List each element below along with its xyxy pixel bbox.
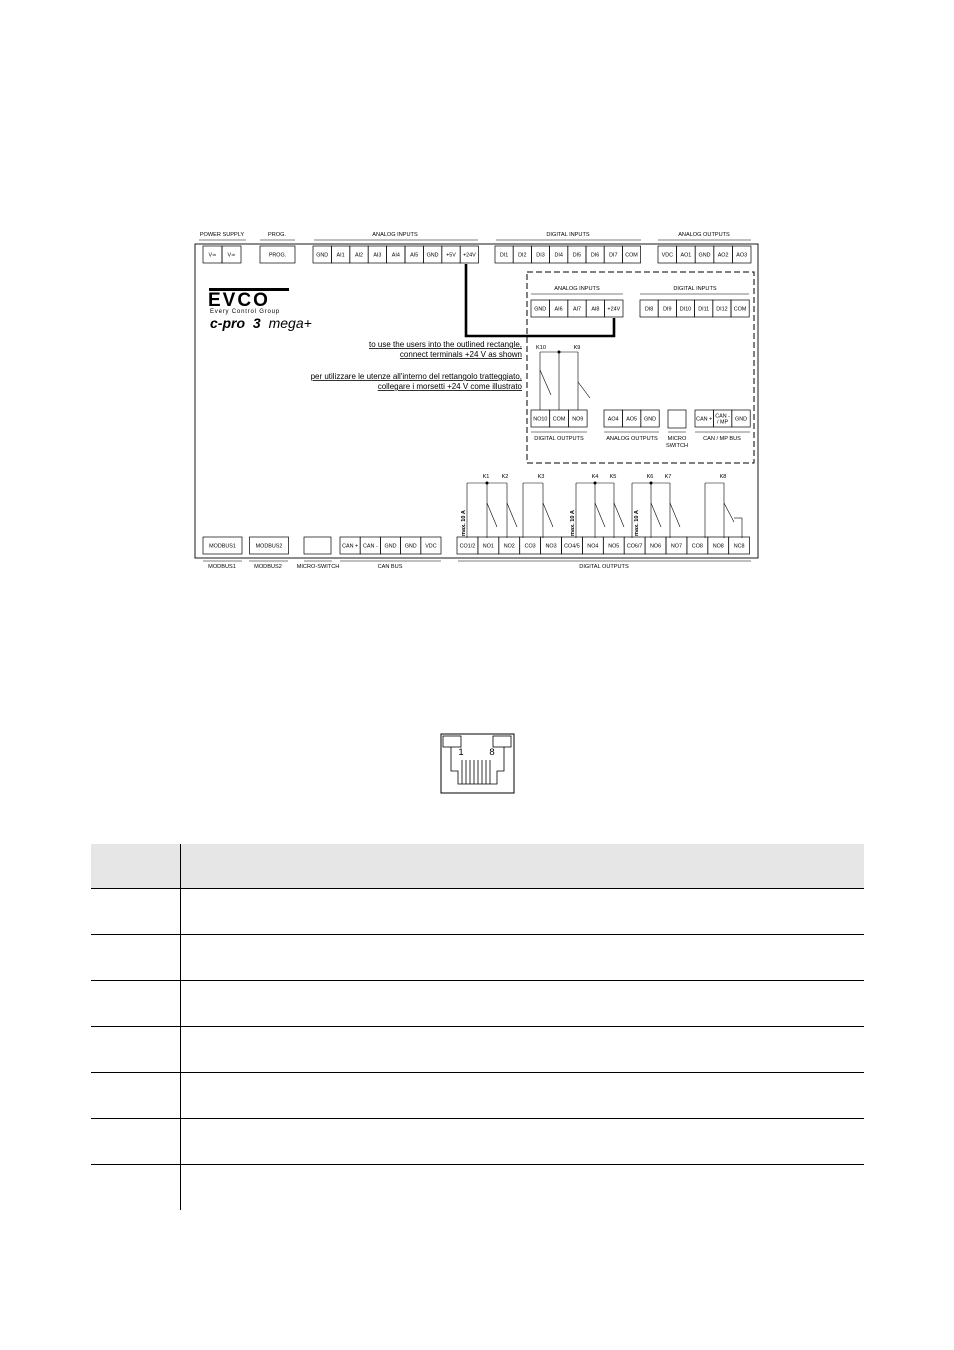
ext-can-bus-terminal-label: GND: [735, 416, 747, 423]
analog-input-terminal-label: +5V: [446, 252, 456, 259]
can-bus-terminal-label: GND: [404, 543, 417, 550]
digital-input-terminal-label: DI5: [572, 252, 582, 259]
relay-k6: K6: [646, 474, 654, 480]
group-labels-top: [199, 232, 751, 240]
can-bus-terminal-label: CAN +: [342, 543, 359, 550]
ext-analog-input-terminal-label: AI6: [554, 306, 563, 313]
expansion-terminals: [531, 300, 750, 427]
analog-output-terminal-label: VDC: [661, 252, 673, 259]
max-current-3: max. 10 A: [634, 510, 640, 536]
ext-micro-switch[interactable]: [668, 410, 686, 428]
relay-k9: K9: [573, 345, 581, 351]
analog-input-terminal-label: AI5: [410, 252, 419, 259]
label-ext-digital-outputs: DIGITAL OUTPUTS: [534, 436, 584, 442]
bottom-terminals: [203, 537, 750, 554]
note-en-1: to use the users into the outlined rectangle,: [369, 340, 522, 349]
label-micro-switch: MICRO-SWITCH: [296, 564, 340, 570]
can-bus-terminal-label: CAN -: [362, 543, 378, 550]
ext-analog-output-terminal-label: AO4: [607, 416, 619, 423]
relay-k3: K3: [537, 474, 545, 480]
table-row: [91, 935, 864, 981]
ext-digital-output-terminal-label: NO9: [572, 416, 584, 423]
max-current-2: max. 10 A: [570, 510, 576, 536]
digital-input-terminal-label: DI4: [554, 252, 563, 259]
ext-digital-input-terminal-label: DI12: [716, 306, 728, 313]
logo-tagline: Every Control Group: [210, 309, 280, 315]
ext-digital-input-terminal-label: DI9: [663, 306, 672, 313]
label-prog: PROG.: [267, 232, 287, 238]
prog-terminal-label: PROG.: [268, 252, 287, 259]
digital-input-terminal-label: DI7: [609, 252, 618, 259]
ext-digital-input-terminal-label: COM: [733, 306, 747, 313]
logo-product-a: c-pro: [210, 315, 245, 331]
digital-input-terminal-label: COM: [625, 252, 638, 259]
analog-output-terminal-label: AO2: [717, 252, 729, 259]
digital-output-terminal-label: NO7: [670, 543, 682, 550]
logo-product-c: mega+: [268, 315, 312, 331]
relay-k4: K4: [591, 474, 599, 480]
analog-input-terminal-label: AI4: [391, 252, 400, 259]
relay-k5: K5: [609, 474, 617, 480]
ext-analog-input-terminal-label: AI7: [572, 306, 582, 313]
digital-output-terminal-label: CO6/7: [626, 543, 643, 550]
instruction-notes: [311, 340, 523, 391]
table-row: [91, 1027, 864, 1073]
digital-output-terminal-label: NO2: [503, 543, 515, 550]
ext-digital-output-terminal-label: NO10: [533, 416, 548, 423]
label-power-supply: POWER SUPPLY: [199, 232, 245, 238]
digital-output-terminal-label: NO8: [712, 543, 724, 550]
relays-k10-k9: [540, 351, 590, 410]
relays-k1-k8: [467, 482, 742, 538]
digital-output-terminal-label: CO8: [691, 543, 703, 550]
logo-product-b: 3: [252, 315, 261, 331]
relay-k2: K2: [501, 474, 509, 480]
ext-can-bus-terminal-label: CAN -/ MP: [715, 413, 730, 426]
relay-k1: K1: [482, 474, 490, 480]
relay-k10: K10: [536, 345, 546, 351]
analog-output-terminal-label: AO3: [736, 252, 748, 259]
digital-input-terminal-label: DI1: [499, 252, 509, 259]
label-ext-analog-inputs: ANALOG INPUTS: [554, 286, 600, 292]
table-row: [91, 1073, 864, 1119]
ext-digital-input-terminal-label: DI11: [698, 306, 710, 313]
analog-output-terminal-label: AO1: [680, 252, 692, 259]
label-modbus1: MODBUS1: [208, 564, 236, 570]
modbus-terminal-label: MODBUS2: [255, 543, 283, 550]
analog-output-terminal-label: GND: [698, 252, 711, 259]
label-ext-micro-1: MICRO: [667, 436, 687, 442]
label-analog-outputs: ANALOG OUTPUTS: [678, 232, 730, 238]
top-terminals: [203, 246, 751, 263]
label-modbus2: MODBUS2: [254, 564, 282, 570]
digital-output-terminal-label: NO5: [608, 543, 620, 550]
digital-output-terminal-label: CO1/2: [459, 543, 476, 550]
relay-k7: K7: [664, 474, 672, 480]
digital-input-terminal-label: DI2: [518, 252, 527, 259]
rj45-connector: [441, 734, 514, 793]
ext-analog-output-terminal-label: GND: [644, 416, 656, 423]
analog-input-terminal-label: AI2: [354, 252, 364, 259]
pin-first: 1: [458, 747, 464, 758]
analog-input-terminal-label: AI1: [336, 252, 345, 259]
ext-analog-input-terminal-label: AI8: [591, 306, 600, 313]
ext-analog-input-terminal-label: GND: [534, 306, 547, 313]
digital-input-terminal-label: DI3: [536, 252, 545, 259]
power-terminal-label: V≃: [227, 252, 236, 259]
can-bus-terminal-label: VDC: [425, 543, 437, 550]
expansion-area: [527, 272, 754, 463]
ext-analog-output-terminal-label: AO5: [626, 416, 637, 423]
digital-output-terminal-label: NO1: [482, 543, 494, 550]
pin-last: 8: [489, 747, 495, 758]
micro-switch[interactable]: [304, 537, 331, 554]
label-digital-outputs: DIGITAL OUTPUTS: [579, 564, 629, 570]
analog-input-terminal-label: +24V: [463, 252, 476, 259]
digital-output-terminal-label: NO3: [545, 543, 557, 550]
label-can-bus: CAN BUS: [377, 564, 403, 570]
ext-digital-input-terminal-label: DI10: [679, 306, 692, 313]
evco-logo: [208, 288, 312, 331]
analog-input-terminal-label: GND: [316, 252, 329, 259]
ext-digital-output-terminal-label: COM: [552, 416, 566, 423]
note-it-1: per utilizzare le utenze all'interno del rettangolo tratteggiato,: [310, 372, 522, 381]
digital-output-terminal-label: CO4/5: [564, 543, 580, 550]
table-row: [91, 981, 864, 1027]
max-current-1: max. 10 A: [461, 510, 467, 536]
logo-brand: EVCO: [208, 290, 270, 311]
pin-table: [91, 844, 864, 1210]
label-ext-can-bus: CAN / MP BUS: [703, 436, 741, 442]
label-ext-digital-inputs: DIGITAL INPUTS: [673, 286, 717, 292]
digital-output-terminal-label: NC8: [733, 543, 745, 550]
digital-output-terminal-label: CO3: [524, 543, 536, 550]
table-row: [91, 1165, 864, 1210]
note-it-2: collegare i morsetti +24 V come illustrato: [377, 382, 522, 391]
note-en-2: connect terminals +24 V as shown: [399, 350, 522, 359]
ext-digital-input-terminal-label: DI8: [644, 306, 654, 313]
ext-can-bus-terminal-label: CAN +: [696, 416, 713, 423]
digital-input-terminal-label: DI6: [590, 252, 600, 259]
table-row: [91, 1119, 864, 1165]
ext-analog-input-terminal-label: +24V: [607, 306, 621, 313]
modbus-terminal-label: MODBUS1: [209, 543, 236, 550]
label-ext-micro-2: SWITCH: [665, 443, 689, 449]
digital-output-terminal-label: NO6: [650, 543, 662, 550]
svg-text:c-pro 3 mega+: [210, 315, 312, 331]
analog-input-terminal-label: GND: [426, 252, 439, 259]
label-analog-inputs: ANALOG INPUTS: [372, 232, 418, 238]
label-ext-analog-outputs: ANALOG OUTPUTS: [606, 436, 658, 442]
group-labels-bottom: [203, 561, 751, 570]
table-header: [91, 844, 864, 889]
relay-k8: K8: [719, 474, 727, 480]
power-terminal-label: V≃: [208, 252, 217, 259]
analog-input-terminal-label: AI3: [373, 252, 382, 259]
can-bus-terminal-label: GND: [384, 543, 397, 550]
label-digital-inputs: DIGITAL INPUTS: [546, 232, 590, 238]
digital-output-terminal-label: NO4: [587, 543, 599, 550]
table-row: [91, 889, 864, 935]
